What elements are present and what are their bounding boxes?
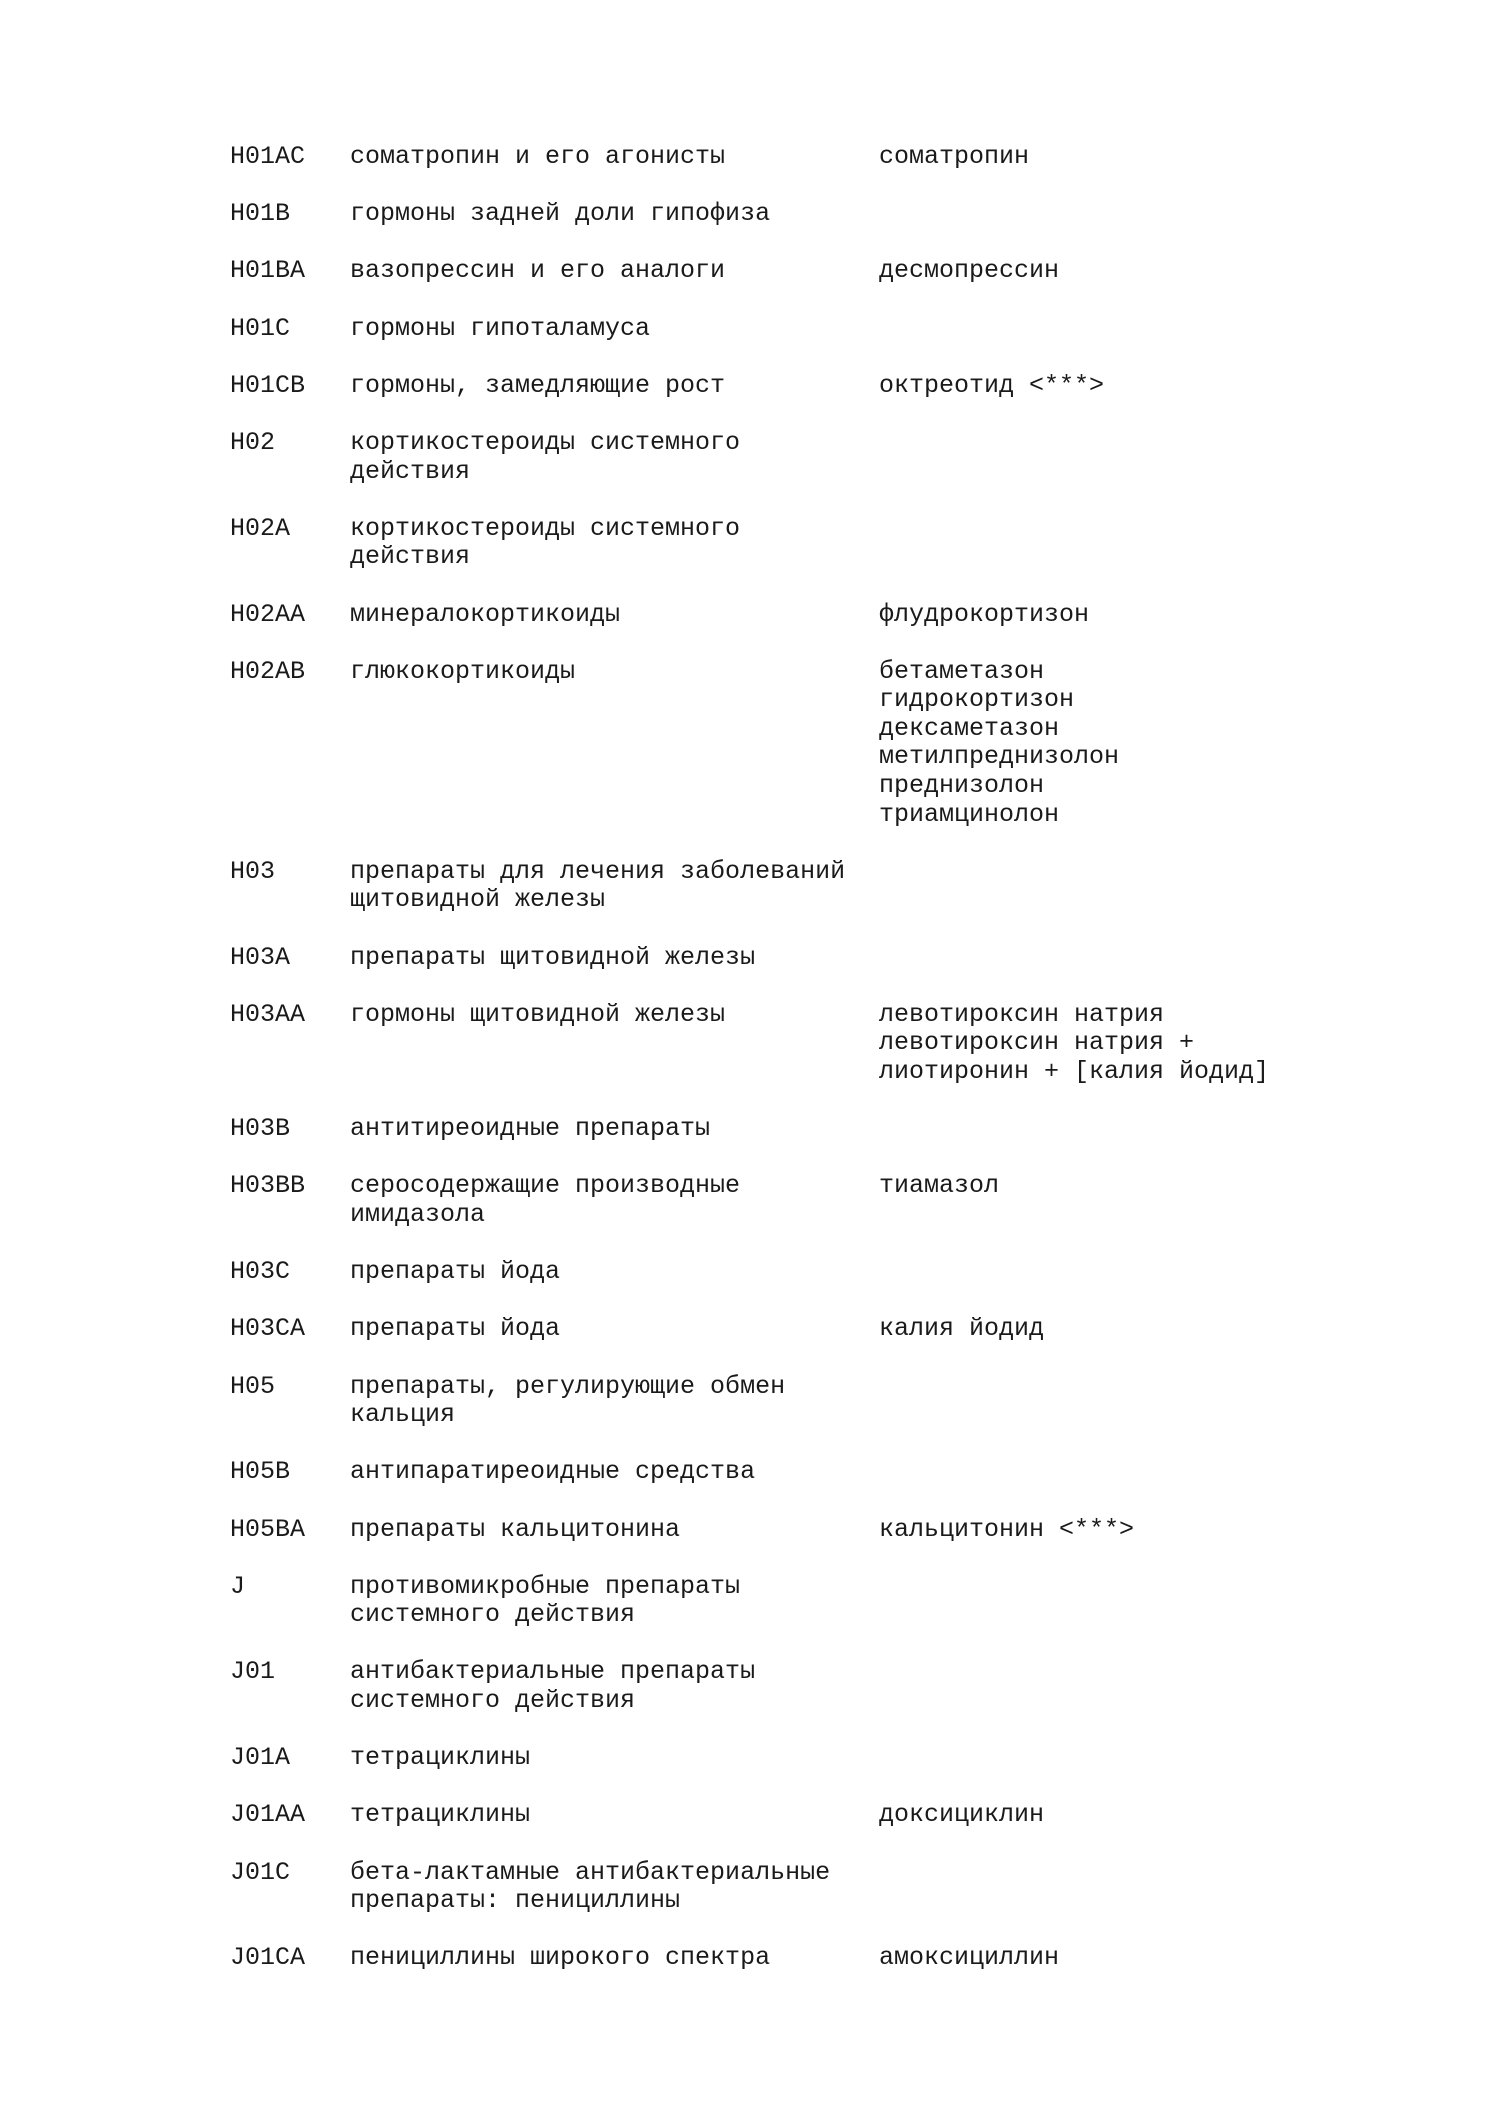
table-row [230, 1172, 1380, 1229]
group-name-line: гормоны гипоталамуса [350, 313, 651, 343]
drug-name: кальцитонин <***> [879, 1514, 1135, 1544]
group-name-line: соматропин и его агонисты [350, 142, 726, 171]
group-name-line: минералокортикоиды [350, 599, 621, 629]
group-name-line: глюкокортикоиды [350, 656, 576, 686]
group-name-line: кальция [350, 1400, 456, 1430]
group-name [350, 1658, 879, 1715]
drug-name: флудрокортизон [879, 599, 1090, 629]
atc-code: H05B [230, 1457, 291, 1487]
atc-code-list [230, 143, 1380, 2002]
drug-names [879, 858, 1379, 915]
table-row [230, 1859, 1380, 1916]
group-name-line: препараты йода [350, 1314, 561, 1344]
group-name-line: препараты, регулирующие обмен [350, 1371, 786, 1401]
atc-code: H02A [230, 513, 291, 543]
group-name-line: системного действия [350, 1600, 636, 1630]
group-name-line: кортикостероиды системного [350, 513, 741, 543]
table-row [230, 1944, 1380, 1973]
table-row [230, 1658, 1380, 1715]
atc-code: J01AA [230, 1800, 306, 1830]
group-name-line: гормоны задней доли гипофиза [350, 199, 771, 229]
atc-code: J01A [230, 1743, 291, 1773]
drug-name: октреотид <***> [879, 370, 1105, 400]
atc-code: H03AA [230, 999, 306, 1029]
group-name [350, 1258, 879, 1287]
drug-names [879, 429, 1379, 486]
drug-name: бетаметазон [879, 656, 1045, 686]
group-name-line: антитиреоидные препараты [350, 1114, 711, 1144]
group-name-line: антипаратиреоидные средства [350, 1457, 756, 1487]
group-name [350, 372, 879, 401]
group-name [350, 1115, 879, 1144]
drug-names [879, 1373, 1379, 1430]
drug-names [879, 1516, 1379, 1545]
atc-code: H02AA [230, 599, 306, 629]
atc-code: H02AB [230, 656, 306, 686]
group-name-line: системного действия [350, 1686, 636, 1716]
atc-code: H01CB [230, 370, 306, 400]
atc-code: H01B [230, 199, 291, 229]
drug-name: тиамазол [879, 1171, 1000, 1201]
group-name [350, 658, 879, 830]
table-row [230, 200, 1380, 229]
group-name [350, 1859, 879, 1916]
drug-names [879, 658, 1379, 830]
group-name [350, 1573, 879, 1630]
group-name [350, 1458, 879, 1487]
group-name-line: гормоны щитовидной железы [350, 999, 726, 1029]
table-row [230, 1801, 1380, 1830]
table-row [230, 372, 1380, 401]
drug-names [879, 1801, 1379, 1830]
group-name [350, 1172, 879, 1229]
drug-name: калия йодид [879, 1314, 1045, 1344]
group-name [350, 1744, 879, 1773]
atc-code: H03 [230, 856, 276, 886]
drug-names [879, 944, 1379, 973]
table-row [230, 944, 1380, 973]
group-name [350, 515, 879, 572]
table-row [230, 1458, 1380, 1487]
group-name-line: щитовидной железы [350, 885, 606, 915]
drug-names [879, 372, 1379, 401]
drug-names [879, 1172, 1379, 1229]
drug-name: дексаметазон [879, 713, 1060, 743]
drug-names [879, 1258, 1379, 1287]
group-name [350, 315, 879, 344]
table-row [230, 1573, 1380, 1630]
atc-code: H02 [230, 427, 276, 457]
atc-code: H01C [230, 313, 291, 343]
atc-code: H03BB [230, 1171, 306, 1201]
group-name-line: препараты: пенициллины [350, 1886, 681, 1916]
group-name-line: бета-лактамные антибактериальные [350, 1857, 831, 1887]
group-name-line: кортикостероиды системного [350, 427, 741, 457]
drug-name: амоксициллин [879, 1943, 1060, 1973]
atc-code: H03A [230, 942, 291, 972]
group-name-line: антибактериальные препараты [350, 1657, 756, 1687]
group-name [350, 1944, 879, 1973]
group-name [350, 1801, 879, 1830]
group-name-line: противомикробные препараты [350, 1571, 741, 1601]
group-name-line: пенициллины широкого спектра [350, 1943, 771, 1973]
drug-name: метилпреднизолон [879, 742, 1120, 772]
atc-code: H03CA [230, 1314, 306, 1344]
drug-names [879, 601, 1379, 630]
drug-name: гидрокортизон [879, 685, 1075, 715]
drug-name: лиотиронин + [калия йодид] [879, 1057, 1270, 1086]
group-name [350, 944, 879, 973]
group-name [350, 601, 879, 630]
drug-names [879, 143, 1379, 172]
drug-names [879, 1859, 1379, 1916]
drug-name: левотироксин натрия [879, 999, 1165, 1029]
group-name-line: вазопрессин и его аналоги [350, 256, 726, 286]
table-row [230, 858, 1380, 915]
group-name [350, 1001, 879, 1087]
atc-code: H01AC [230, 142, 306, 171]
drug-name: доксициклин [879, 1800, 1045, 1830]
drug-names [879, 1315, 1379, 1344]
drug-names [879, 1744, 1379, 1773]
table-row [230, 1115, 1380, 1144]
group-name [350, 257, 879, 286]
table-row [230, 515, 1380, 572]
table-row [230, 1315, 1380, 1344]
drug-names [879, 200, 1379, 229]
table-row [230, 429, 1380, 486]
group-name [350, 858, 879, 915]
table-row [230, 658, 1380, 830]
drug-name: соматропин [879, 142, 1030, 171]
table-row [230, 315, 1380, 344]
group-name [350, 1516, 879, 1545]
atc-code: J01 [230, 1657, 276, 1687]
table-row [230, 1516, 1380, 1545]
group-name-line: тетрациклины [350, 1743, 531, 1773]
group-name [350, 143, 879, 172]
drug-name: триамцинолон [879, 799, 1060, 829]
drug-names [879, 1573, 1379, 1630]
group-name-line: действия [350, 542, 471, 572]
drug-names [879, 315, 1379, 344]
group-name [350, 1373, 879, 1430]
atc-code: H01BA [230, 256, 306, 286]
atc-code: H05 [230, 1371, 276, 1401]
drug-names [879, 1944, 1379, 1973]
drug-names [879, 1001, 1379, 1087]
atc-code: J [230, 1571, 246, 1601]
table-row [230, 1001, 1380, 1087]
table-row [230, 601, 1380, 630]
drug-names [879, 1115, 1379, 1144]
group-name-line: препараты щитовидной железы [350, 942, 756, 972]
table-row [230, 143, 1380, 172]
group-name-line: гормоны, замедляющие рост [350, 370, 726, 400]
atc-code: H05BA [230, 1514, 306, 1544]
table-row [230, 1373, 1380, 1430]
drug-names [879, 1658, 1379, 1715]
drug-names [879, 1458, 1379, 1487]
group-name-line: имидазола [350, 1199, 486, 1229]
table-row [230, 257, 1380, 286]
group-name [350, 429, 879, 486]
atc-code: J01C [230, 1857, 291, 1887]
group-name-line: тетрациклины [350, 1800, 531, 1830]
drug-names [879, 515, 1379, 572]
drug-name: десмопрессин [879, 256, 1060, 286]
group-name-line: препараты для лечения заболеваний [350, 856, 846, 886]
group-name-line: препараты йода [350, 1257, 561, 1287]
group-name-line: препараты кальцитонина [350, 1514, 681, 1544]
group-name [350, 1315, 879, 1344]
table-row [230, 1258, 1380, 1287]
group-name [350, 200, 879, 229]
table-row [230, 1744, 1380, 1773]
drug-name: преднизолон [879, 771, 1045, 801]
group-name-line: серосодержащие производные [350, 1171, 741, 1201]
atc-code: H03C [230, 1257, 291, 1287]
group-name-line: действия [350, 456, 471, 486]
atc-code: H03B [230, 1114, 291, 1144]
drug-name: левотироксин натрия + [879, 1028, 1195, 1058]
drug-names [879, 257, 1379, 286]
atc-code: J01CA [230, 1943, 306, 1973]
